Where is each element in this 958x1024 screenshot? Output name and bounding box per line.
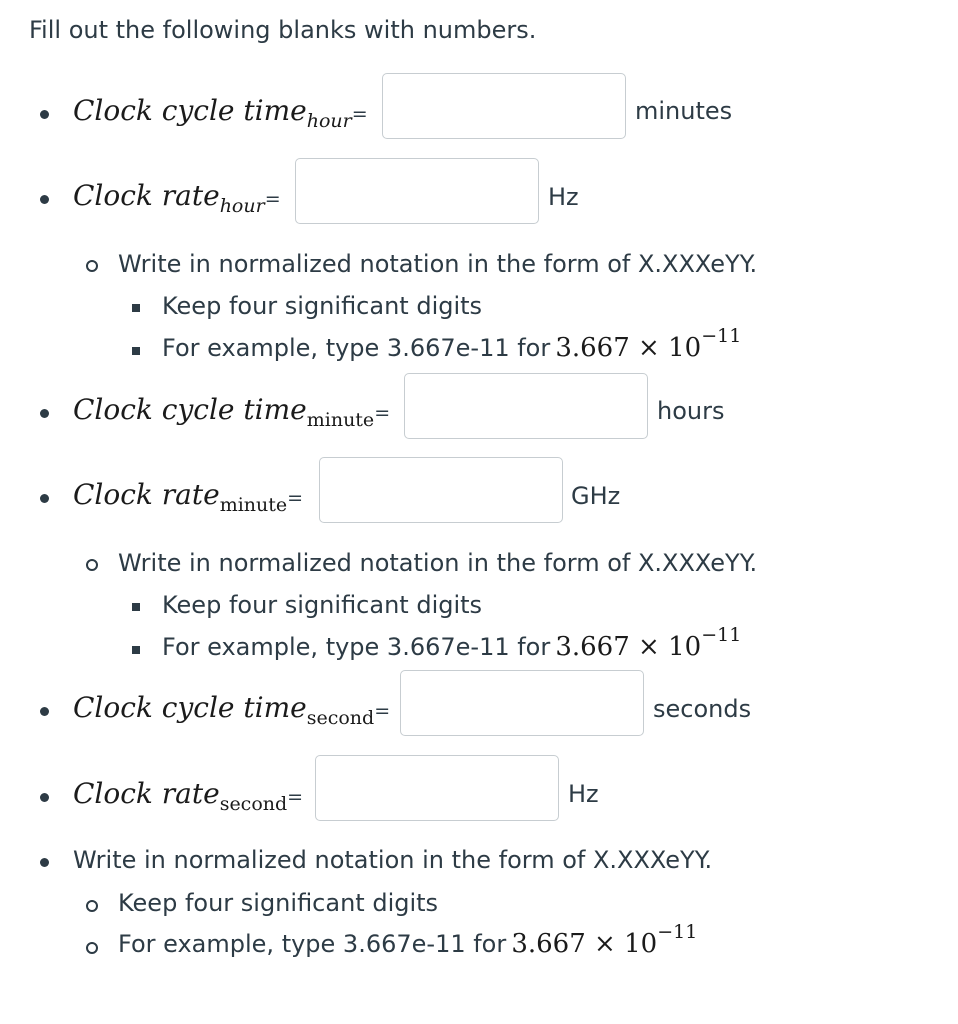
bullet	[40, 858, 49, 867]
unit-hz: Hz	[548, 183, 579, 211]
field-label-rate-minute: Clock rate$_{minute}$=	[73, 478, 304, 516]
bullet	[40, 110, 49, 119]
unit-ghz: GHz	[571, 482, 621, 510]
note-example: For example, type 3.667e-11 for $3.667 \times 10^{-11}$	[118, 921, 698, 959]
instruction-text: Fill out the following blanks with numbers.	[29, 16, 537, 44]
note-normalized: Write in normalized notation in the form of X.XXXeYY.	[118, 250, 758, 278]
unit-seconds: seconds	[653, 695, 752, 723]
note-example: For example, type 3.667e-11 for $3.667 \times 10^{-11}$	[162, 624, 742, 662]
bullet-square	[132, 603, 140, 611]
bullet-square	[132, 304, 140, 312]
field-label-cycle-time-hour: Clock cycle time$_{hour}$=	[73, 94, 368, 132]
rate-second-input[interactable]	[315, 755, 559, 821]
cycle-time-second-input[interactable]	[400, 670, 644, 736]
bullet-circle	[86, 260, 98, 272]
bullet	[40, 494, 49, 503]
rate-minute-input[interactable]	[319, 457, 563, 523]
note-example: For example, type 3.667e-11 for $3.667 \times 10^{-11}$	[162, 325, 742, 363]
note-digits: Keep four significant digits	[162, 292, 483, 320]
field-label-cycle-time-minute: Clock cycle time$_{minute}$=	[73, 393, 391, 431]
bullet-square	[132, 347, 140, 355]
bullet-circle	[86, 559, 98, 571]
bullet-circle	[86, 942, 98, 954]
bullet	[40, 409, 49, 418]
bullet	[40, 195, 49, 204]
bullet-square	[132, 646, 140, 654]
cycle-time-hour-input[interactable]	[382, 73, 626, 139]
bullet	[40, 793, 49, 802]
note-digits: Keep four significant digits	[162, 591, 483, 619]
note-normalized: Write in normalized notation in the form of X.XXXeYY.	[73, 846, 713, 874]
unit-minutes: minutes	[635, 97, 733, 125]
rate-hour-input[interactable]	[295, 158, 539, 224]
field-label-rate-second: Clock rate$_{second}$=	[73, 777, 304, 815]
note-normalized: Write in normalized notation in the form of X.XXXeYY.	[118, 549, 758, 577]
note-digits: Keep four significant digits	[118, 889, 439, 917]
field-label-rate-hour: Clock rate$_{hour}$=	[73, 179, 281, 217]
bullet	[40, 707, 49, 716]
unit-hz: Hz	[568, 780, 599, 808]
bullet-circle	[86, 900, 98, 912]
unit-hours: hours	[657, 397, 725, 425]
field-label-cycle-time-second: Clock cycle time$_{second}$=	[73, 691, 391, 729]
cycle-time-minute-input[interactable]	[404, 373, 648, 439]
